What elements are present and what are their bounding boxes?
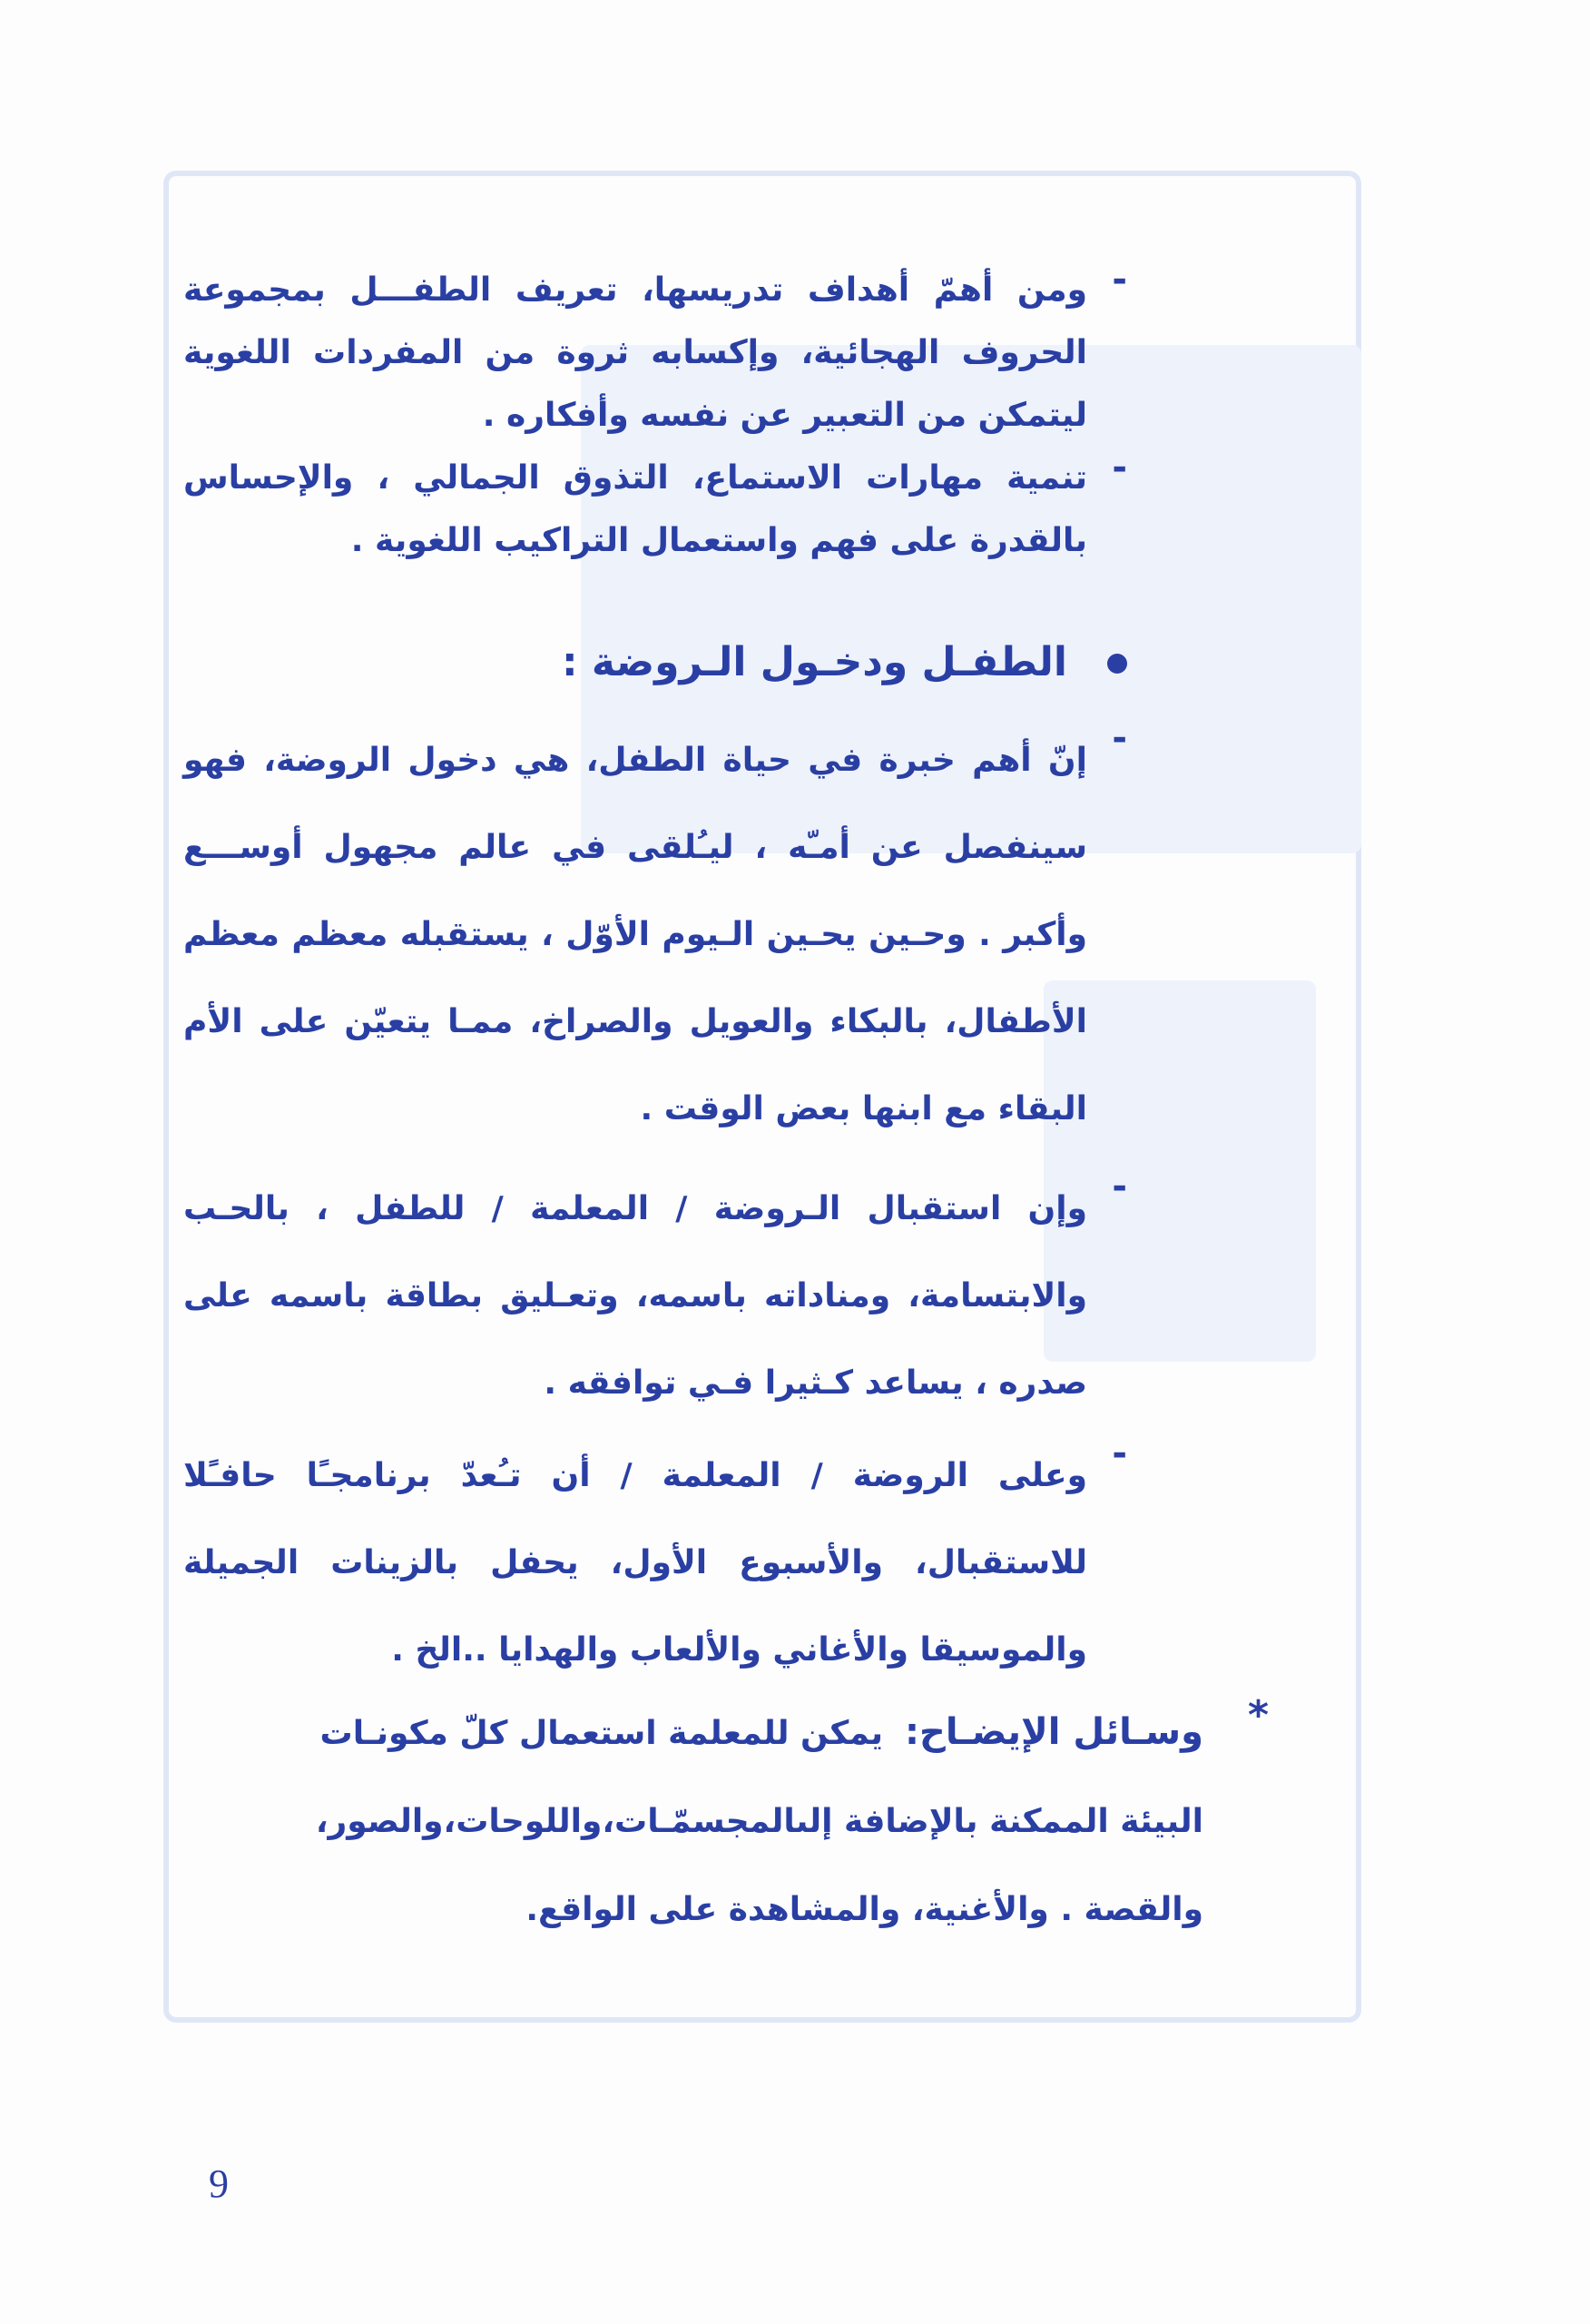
- teaching-aids-section: [265, 1689, 1269, 1954]
- page-number: 9: [209, 2162, 229, 2206]
- kindergarten-text: وعلى الروضة / المعلمة / أن تـُعدّ برنامجـًا حافـًلا للاستقبال، والأسبوع الأول، يحفل بالزينات الجميلة والموسيقا والأغاني والألعاب والهدايا ..الخ .: [183, 1457, 1087, 1669]
- kindergarten-item: [183, 1433, 1127, 1694]
- asterisk-marker: *: [1247, 1692, 1269, 1738]
- teaching-aids-term: وسـائل الإيضـاح:: [905, 1711, 1203, 1753]
- dash-marker: -: [1112, 1166, 1127, 1207]
- section-heading-text: الطفـل ودخـول الـروضة :: [561, 639, 1067, 685]
- goal-item: [183, 259, 1127, 447]
- page-content: [183, 259, 1127, 1694]
- dash-marker: -: [1112, 259, 1127, 300]
- teaching-aids-paragraph: [265, 1689, 1263, 1954]
- dash-marker: -: [1112, 447, 1127, 488]
- kindergarten-text: وإن استقبال الـروضة / المعلمة / للطفل ، بالحـب والابتسامة، ومناداته باسمه، وتعـليق بطاقة باسمه على صدره ، يساعد كـثيرا فـي توافقه .: [183, 1190, 1087, 1402]
- dash-marker: -: [1112, 717, 1127, 759]
- kindergarten-item: [183, 1166, 1127, 1427]
- kindergarten-text: إنّ أهم خبرة في حياة الطفل، هي دخول الروضة، فهو سينفصل عن أمـّه ، ليـُلقى في عالم مجهول أوســـع وأكبر . وحـين يحـين الـيوم الأوّل ، يستقبله معظم معظم الأطفال، بالبكاء والعويل والصراخ، ممـا يتعيّن على الأم البقاء مع ابنها بعض الوقت .: [183, 742, 1087, 1128]
- bullet-icon: [1107, 654, 1127, 674]
- goal-text: تنمية مهارات الاستماع، التذوق الجمالي ، والإحساس بالقدرة على فهم واستعمال التراكيب اللغوية .: [183, 459, 1087, 559]
- goal-text: ومن أهمّ أهداف تدريسها، تعريف الطفـــل بمجموعة الحروف الهجائية، وإكسابه ثروة من المفردات اللغوية ليتمكن من التعبير عن نفسه وأفكاره .: [183, 271, 1087, 434]
- goal-item: [183, 447, 1127, 572]
- kindergarten-item: [183, 717, 1127, 1153]
- teaching-aids-text: يمكن للمعلمة استعمال كلّ مكونـات البيئة الممكنة بالإضافة إلىالمجسمّـات،واللوحات،والصور، والقصة . والأغنية، والمشاهدة على الواقع.: [315, 1715, 1203, 1928]
- section-heading: [183, 608, 1127, 717]
- dash-marker: -: [1112, 1433, 1127, 1474]
